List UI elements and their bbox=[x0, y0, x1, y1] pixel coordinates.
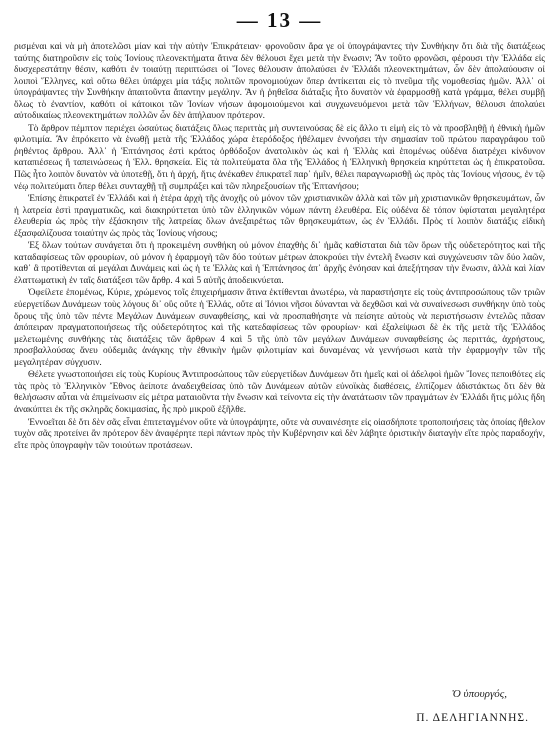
signatory-name: Π. ΔΕΛΗΓΙΑΝΝΗΣ. bbox=[416, 712, 529, 724]
paragraph: ρισμέναι καὶ νὰ μὴ ἀποτελῶσι μίαν καὶ τὴν αὐτὴν Ἐπικράτειαν· φρονοῦσιν ἄρα γε οἱ ὑπογράψαντες τὴν Συνθήκην ὅτι διὰ τῆς διατάξεως ταύτης διατηροῦσιν εἰς τοὺς Ἰονίους πλεονεκτήματα ἅτινα δὲν θέλουσι ἔχει μετὰ τὴν ἕνωσιν; Ἂν τοῦτο φρονῶσι, φέρουσι τὴν Ἑλλάδα εἰς δυσχερεστάτην θέσιν, καθότι ἐν τοιαύτῃ περιπτώσει οἱ Ἴονες θέλουσιν ἀπολαύσει ἐν Ἑλλάδι πλεονεκτημάτων, ὧν δὲν ἀπολαύουσιν οἱ λοιποὶ Ἕλληνες, καὶ οὕτω θέλει ὑπάρχει μία τάξις πολιτῶν προνομιούχων ὅπερ ἀντίκειται εἰς τὸ πνεῦμα τῆς νομοθεσίας ἡμῶν. Ἀλλ᾽ οἱ ὑπογράψαντες τὴν Συνθήκην ἀπαιτοῦντα ἄπαντην μεγάλην. Ἂν ἡ ῥηθεῖσα διάταξις ἦτο δυνατὸν νὰ ἐφαρμοσθῇ κατὰ γράμμα, θέλει συμβῇ ὅλως τὸ ἐναντίον, καθότι οἱ κάτοικοι τῶν Ἰονίων νήσων ἀφομοιούμενοι καὶ συγχωνευόμενοι μετὰ τῶν Ἑλλήνων, θέλουσι ἀπολαύει αὐτοδικαίως πλεονεκτημάτων πολλῶν ὧν δὲν ἀπήλαυον πρότερον. bbox=[14, 42, 545, 122]
paragraph: Ἐξ ὅλων τούτων συνάγεται ὅτι ἡ προκειμένη συνθήκη οὐ μόνον ἐπαχθὴς δι᾽ ἡμᾶς καθίσταται διὰ τῶν ὅρων τῆς οὐδετερότητος καὶ τῆς καταδαφίσεως τῶν φρουρίων, οὐ μόνον ἡ ἐφαρμογὴ τῶν δύο τούτων μέτρων ἀποκρούει τὴν ἐντελῆ ἕνωσιν καὶ συγχώνευσιν τῶν δύο λαῶν, καθ᾽ ἃ προτίθενται αἱ μεγάλαι Δυνάμεις καὶ ὡς ἡ τε Ἑλλὰς καὶ ἡ Ἑπτάνησος ἀπ᾽ ἀρχῆς ἐνόησαν καὶ ἀπεξήτησαν τὴν ἕνωσιν, ἀλλὰ καὶ λίαν ἐλαττωματικὴ ἐν ταῖς διατάξεσι τῶν ἄρθρ. 4 καὶ 5 αὐτῆς ἀποδεικνύεται. bbox=[14, 241, 545, 286]
paragraph: Ὀφείλετε ἑπομένως, Κύριε, χρώμενος τοῖς ἐπιχειρήμασιν ἅτινα ἐκτίθενται ἀνωτέρω, νὰ παραστήσητε εἰς τοὺς ἀντιπροσώπους τῶν τριῶν εὐεργετίδων Δυνάμεων τοὺς λόγους δι᾽ οὓς οὔτε ἡ Ἑλλάς, οὔτε αἱ Ἰόνιοι νῆσοι δύνανται νὰ δεχθῶσι καὶ νὰ συναίνεσωσι συνθήκην ὑπὸ τοὺς ὅρους τῆς ὑπὸ τῶν πέντε Μεγάλων Δυνάμεων συναφθείσης, καὶ νὰ προσπαθήσητε νὰ πείσητε αὐτοὺς νὰ περιστήσωσιν ἐντελῶς πᾶσαν ἀπόπειραν πραγματοποιήσεως τῆς οὐδετερότητος καὶ τῆς κατεδαφίσεως τῶν φρουρίων· καὶ ἐξαλείψωσι δὲ ἐκ τῆς μετὰ τῆς Ἑλλάδος μελετωμένης συνθήκης τὰς διατάξεις τῶν ἄρθρων 4 καὶ 5 τῆς ὑπὸ τῶν μεγάλων Δυνάμεων συναφθείσης ὡς περιττάς, ἀχρήστους, προσβαλλούσας ἄνευ οὐδεμιᾶς ἀνάγκης τὴν ἐθνικὴν ἡμῶν φιλοτιμίαν καὶ δυναμένας νὰ γεννήσωσι κατὰ τὴν ἐφαρμογὴν τῶν τῆς μεγαλητέραν σύγχυσιν. bbox=[14, 288, 545, 368]
paragraph: Θέλετε γνωστοποιήσει εἰς τοὺς Κυρίους Ἀντιπροσώπους τῶν εὐεργετίδων Δυνάμεων ὅτι ἡμεῖς καὶ οἱ ἀδελφοὶ ἡμῶν Ἴονες πεποιθότες εἰς τὰς πρὸς τὸ Ἑλληνικὸν Ἔθνος ἀείποτε ἀναδειχθείσας ὑπὸ τῶν Δυνάμεων αὐτῶν εὐνοϊκὰς διαθέσεις, ἐλπίζομεν ἀδιστάκτως ὅτι δὲν θὰ θελήσωσιν αὗται νὰ ἐπιμείνωσιν εἰς μέτρα ματαιοῦντα τὴν ἕνωσιν καὶ τείνοντα εἰς τὴν ἀνατάτωσιν τῶν πραγμάτων ἐν Ἑλλάδι ἥτις μόλις ἤδη ἀνακύπτει ἐκ τῆς σκληρᾶς δοκιμασίας, ἧς πρὸ μικροῦ ἐξῆλθε. bbox=[14, 370, 545, 415]
signature-block bbox=[349, 688, 529, 724]
document-body bbox=[14, 42, 545, 453]
paragraph: Τὸ ἄρθρον πέμπτον περιέχει ὡσαύτως διατάξεις ὅλως περιττὰς μὴ συντεινούσας δὲ εἰς ἄλλο τι εἰμὴ εἰς τὸ νὰ προσβληθῇ ἡ ἐθνικὴ ἡμῶν φιλοτιμία. Ἂν ἐπρόκειτο νὰ ἑνωθῇ μετὰ τῆς Ἑλλάδος χώρα ἑτερόδοξος ἠθέλαμεν ἐννοήσει τὴν σημασίαν τοῦ πρώτου παραγράφου τοῦ ῥηθέντος ἄρθρου. Ἀλλ᾽ ἡ Ἑπτάνησος ἐστὶ κράτος ὀρθόδοξον ἀνατολικὸν ὡς καὶ ἡ Ἑλλὰς καὶ ἑπομένως οὐδένα διατρέχει κίνδυνον καταπιέσεως ἢ ταπεινώσεως ἡ Ἑλλ. θρησκεία. Εἰς τὰ πολιτεύματα ὅλα τῆς Ἑλλάδος ἡ Ἑλληνικὴ θρησκεία κηρύττεται ὡς ἡ ἐπικρατοῦσα. Πῶς ἦτο λοιπὸν δυνατὸν νὰ ὑποτεθῇ, ὅτι ἡ ἀρχή, ἥτις ἀνέκαθεν ἐπικρατεῖ παρ᾽ ἡμῖν, θέλει παραγνωρισθῇ ὡς πρὸς τὰς Ἰονίους νήσους, ἐν τῷ νέῳ πολιτεύματι ὅπερ θέλει συνταχθῇ τῇ συμπράξει καὶ τῶν πληρεξουσίων τῆς Ἑπτανήσου; bbox=[14, 123, 545, 192]
paragraph: Ἐννοεῖται δὲ ὅτι δὲν σᾶς εἶναι ἐπιτεταγμένον οὔτε νὰ ὑπογράψητε, οὔτε νὰ συναινέσητε εἰς οἱασδήποτε τροποποιήσεις τὰς ὁποίας ἤθελον τυχὸν σᾶς προτείνει ἂν πρότερον δὲν ἀναφέρητε περὶ πάντων πρὸς τὴν Κυβέρνησιν καὶ δὲν λάβητε ὁριστικὴν διαταγὴν εἴτε πρὸς παραδοχήν, εἴτε πρὸς ὑπογραφὴν τῶν τοιούτων προτάσεων. bbox=[14, 417, 545, 451]
signatory-title: Ὁ ὑπουργός, bbox=[451, 688, 507, 700]
paragraph: Ἐπίσης ἐπικρατεῖ ἐν Ἑλλάδι καὶ ἡ ἑτέρα ἀρχὴ τῆς ἀνοχῆς οὐ μόνον τῶν χριστιανικῶν ἀλλὰ καὶ τῶν μὴ χριστιανικῶν θρησκευμάτων, ὧν ἡ λατρεία ἐστὶ πραγματικῶς, καὶ διακηρύττεται ὑπὸ τῶν ἑλληνικῶν νόμων πάντη ἐλευθέρα. Εἰς οὐδένα δὲ τόπον ὑφίσταται μεγαλητέρα ἐλευθερία ὡς πρὸς τὴν ἐξάσκησιν τῆς λατρείας ὅλων ἀνεξαιρέτως τῶν θρησκευμάτων, ὡς ἐν Ἑλλάδι. Πρὸς τί λοιπὸν διατάξις εἰδικὴ ἐξασφαλίζουσα τοιαύτην ὡς πρὸς τὰς Ἰονίους νήσους; bbox=[14, 194, 545, 239]
page-number: — 13 — bbox=[236, 8, 323, 32]
